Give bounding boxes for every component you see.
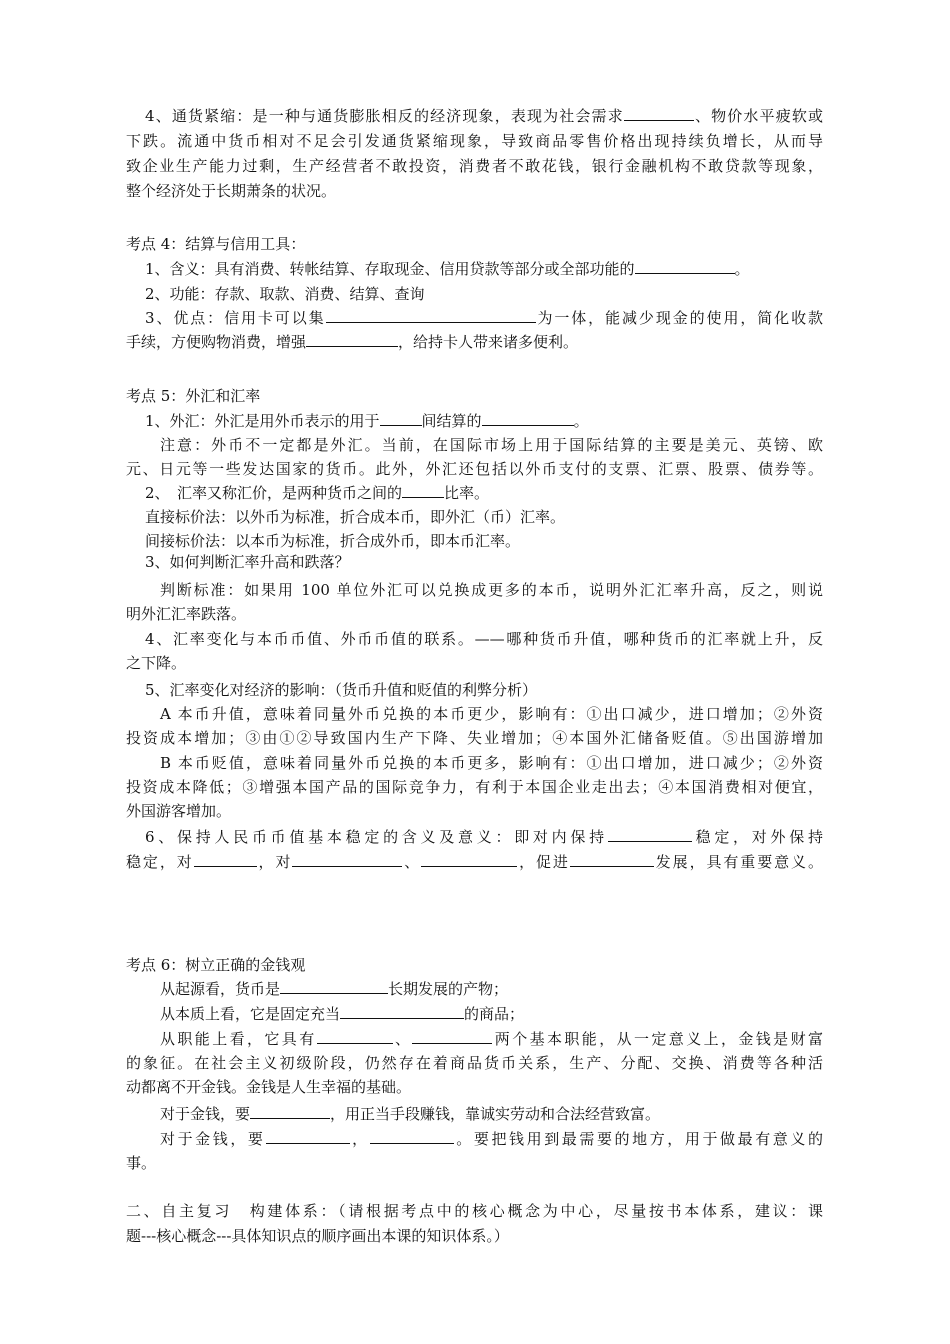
k5-item-4-line-2: 之下降。 xyxy=(126,654,187,672)
k5-item-1: 1、外汇：外汇是用外币表示的用于 间结算的 。 xyxy=(145,412,589,430)
k6-attitude-2-line-2: 事。 xyxy=(126,1154,157,1172)
k5-judge-line-2: 明外汇汇率跌落。 xyxy=(126,605,247,623)
k4-item-2: 2、功能：存款、取款、消费、结算、查询 xyxy=(145,285,425,303)
blank xyxy=(317,1028,393,1044)
blank xyxy=(482,410,574,426)
k5-judge-line-1: 判断标准：如果用 100 单位外汇可以兑换成更多的本币，说明外汇汇率升高，反之，则说 xyxy=(160,581,823,599)
blank xyxy=(421,851,517,867)
section-heading-k6: 考点 6：树立正确的金钱观 xyxy=(126,956,306,974)
k5-note-line-2: 元、日元等一些发达国家的货币。此外，外汇还包括以外币支付的支票、汇票、股票、债券等。 xyxy=(126,460,823,478)
blank xyxy=(608,826,692,842)
section-heading-k4: 考点 4：结算与信用工具： xyxy=(126,235,306,253)
k4-item-3-line-2: 手续，方便购物消费，增强 ，给持卡人带来诸多便利。 xyxy=(126,333,579,351)
deflation-line-3: 致企业生产能力过剩，生产经营者不敢投资，消费者不敢花钱，银行金融机构不敢贷款等现象， xyxy=(126,157,823,175)
deflation-line-2: 下跌。流通中货币相对不足会引发通货紧缩现象，导致商品零售价格出现持续负增长，从而导 xyxy=(126,132,823,150)
blank xyxy=(340,1003,464,1019)
k5-item-2: 2、 汇率又称汇价，是两种货币之间的 比率。 xyxy=(145,484,490,502)
k5-depreciation-line-1: B 本币贬值，意味着同量外币兑换的本币更多，影响有：①出口增加，进口减少；②外资 xyxy=(160,754,823,772)
k6-function-line-3: 动都离不开金钱。金钱是人生幸福的基础。 xyxy=(126,1078,412,1096)
k5-item-4-line-1: 4、汇率变化与本币币值、外币币值的联系。——哪种货币升值，哪种货币的汇率就上升，反 xyxy=(145,630,823,648)
k5-item-3: 3、如何判断汇率升高和跌落？ xyxy=(145,553,350,571)
k6-attitude-2-line-1: 对于金钱，要 ， 。要把钱用到最需要的地方，用于做最有意义的 xyxy=(160,1130,823,1148)
k6-attitude-1: 对于金钱，要 ，用正当手段赚钱，靠诚实劳动和合法经营致富。 xyxy=(160,1105,661,1123)
k5-item-5: 5、汇率变化对经济的影响：（货币升值和贬值的利弊分析） xyxy=(145,681,538,699)
k4-item-1: 1、含义：具有消费、转帐结算、存取现金、信用贷款等部分或全部功能的 。 xyxy=(145,260,750,278)
deflation-line-1: 4、通货紧缩：是一种与通货膨胀相反的经济现象，表现为社会需求 、物价水平疲软或 xyxy=(145,107,823,125)
k6-essence: 从本质上看，它是固定充当 的商品； xyxy=(160,1005,525,1023)
deflation-line-4: 整个经济处于长期萧条的状况。 xyxy=(126,182,337,200)
k6-origin: 从起源看，货币是 长期发展的产物； xyxy=(160,980,509,998)
blank xyxy=(402,482,444,498)
blank xyxy=(412,1028,492,1044)
section-2-line-2: 题---核心概念---具体知识点的顺序画出本课的知识体系。） xyxy=(126,1227,509,1245)
blank xyxy=(194,851,257,867)
k5-note-line-1: 注意：外币不一定都是外汇。当前，在国际市场上用于国际结算的主要是美元、英镑、欧 xyxy=(160,436,823,454)
section-2-line-1: 二、自主复习 构建体系：（请根据考点中的核心概念为中心，尽量按书本体系，建议：课 xyxy=(126,1202,823,1220)
blank xyxy=(292,851,402,867)
blank xyxy=(280,978,388,994)
section-heading-k5: 考点 5：外汇和汇率 xyxy=(126,387,261,405)
blank xyxy=(370,1128,454,1144)
k5-indirect-quote: 间接标价法：以本币为标准，折合成外币，即本币汇率。 xyxy=(145,532,521,550)
blank xyxy=(266,1128,350,1144)
blank xyxy=(570,851,654,867)
blank xyxy=(624,105,694,121)
blank xyxy=(635,258,735,274)
k5-depreciation-line-3: 外国游客增加。 xyxy=(126,802,232,820)
blank xyxy=(250,1103,330,1119)
k5-depreciation-line-2: 投资成本降低；③增强本国产品的国际竞争力，有利于本国企业走出去；④本国消费相对便宜， xyxy=(126,778,823,796)
blank xyxy=(306,331,398,347)
k5-item-6-line-1: 6、保持人民币币值基本稳定的含义及意义：即对内保持 稳定，对外保持 xyxy=(145,828,823,846)
k5-direct-quote: 直接标价法：以外币为标准，折合成本币，即外汇（币）汇率。 xyxy=(145,508,566,526)
k4-item-3-line-1: 3、优点：信用卡可以集 为一体，能减少现金的使用，简化收款 xyxy=(145,309,823,327)
k6-function-line-2: 的象征。在社会主义初级阶段，仍然存在着商品货币关系，生产、分配、交换、消费等各种活 xyxy=(126,1054,823,1072)
k6-function-line-1: 从职能上看，它具有 、 两个基本职能，从一定意义上，金钱是财富 xyxy=(160,1030,823,1048)
blank xyxy=(326,307,536,323)
k5-appreciation-line-2: 投资成本增加；③由①②导致国内生产下降、失业增加；④本国外汇储备贬值。⑤出国游增加 xyxy=(126,729,823,747)
k5-appreciation-line-1: A 本币升值，意味着同量外币兑换的本币更少，影响有：①出口减少，进口增加；②外资 xyxy=(160,705,823,723)
blank xyxy=(380,410,422,426)
k5-item-6-line-2: 稳定，对 ，对 、 ，促进 发展，具有重要意义。 xyxy=(126,853,823,871)
